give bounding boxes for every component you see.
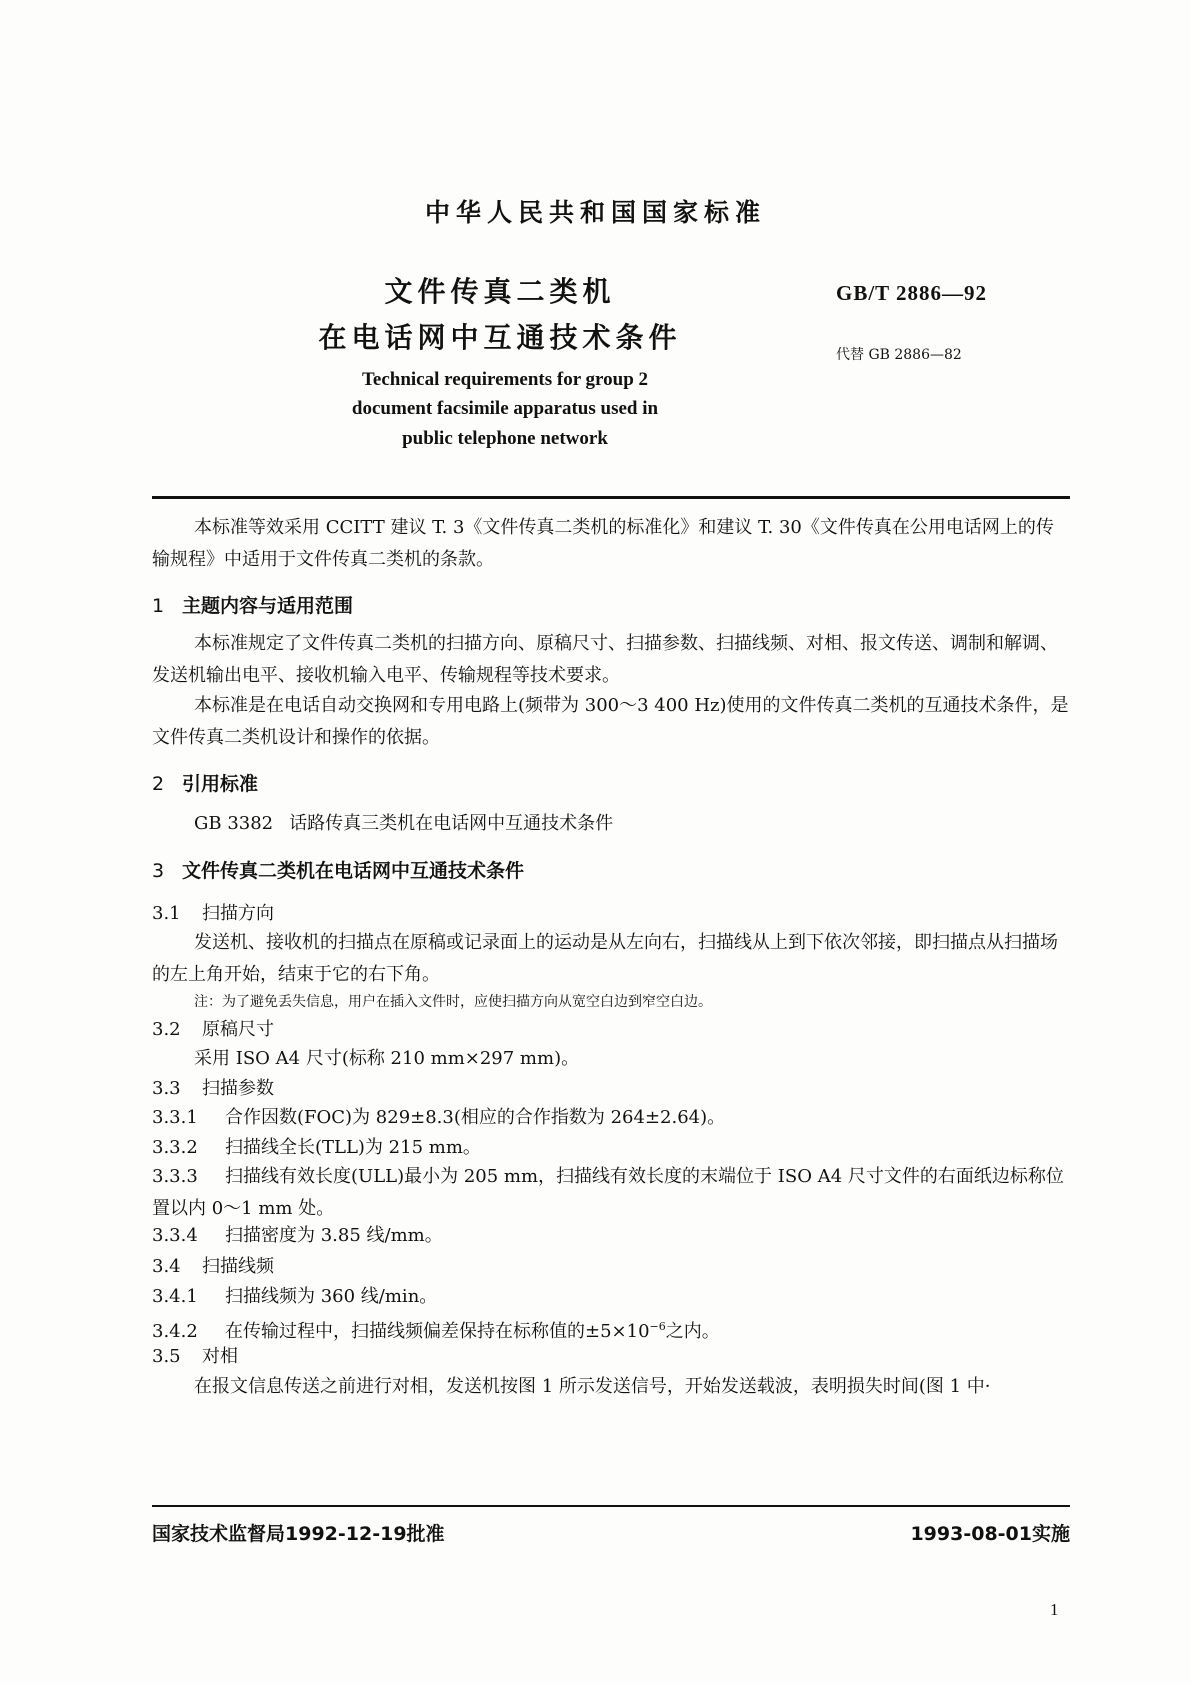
replaces-standard: 代替 GB 2886—82: [836, 347, 962, 363]
section-3-number: 3: [152, 860, 165, 882]
section-3-2-text: 采用 ISO A4 尺寸(标称 210 mm×297 mm)。: [194, 1048, 580, 1069]
section-1-heading: [152, 590, 1070, 622]
english-title-line2: document facsimile apparatus used in: [351, 398, 659, 419]
section-3-4-2-text-end: 之内。: [665, 1321, 720, 1342]
section-3-4-number: 3.4: [152, 1256, 181, 1277]
section-2-title: 引用标准: [182, 773, 259, 795]
document-title-line2: 在电话网中互通技术条件: [318, 321, 682, 354]
reference-title: 话路传真三类机在电话网中互通技术条件: [289, 813, 614, 834]
section-3-title: 文件传真二类机在电话网中互通技术条件: [182, 860, 525, 882]
section-3-3-4-text: 扫描密度为 3.85 线/mm。: [225, 1225, 443, 1246]
section-3-3-title: 扫描参数: [202, 1078, 274, 1099]
standard-number: [836, 281, 987, 306]
section-3-3-3-number: 3.3.3: [152, 1166, 198, 1187]
section-3-3-heading: [152, 1073, 1070, 1105]
section-3-2-heading: [152, 1014, 1070, 1046]
section-3-1-heading: [152, 898, 1070, 930]
section-3-5-text: 在报文信息传送之前进行对相，发送机按图 1 所示发送信号，开始发送载波，表明损失时间(图 1 中·: [194, 1376, 991, 1397]
section-3-4-title: 扫描线频: [202, 1256, 274, 1277]
section-3-4-1: [152, 1281, 1070, 1313]
section-3-3-1-number: 3.3.1: [152, 1107, 198, 1128]
english-title-line1: Technical requirements for group 2: [361, 369, 649, 390]
section-3-1-note: 注：为了避免丢失信息，用户在插入文件时，应使扫描方向从宽空白边到窄空白边。: [194, 994, 712, 1010]
section-3-heading: [152, 855, 1070, 887]
section-1-paragraph-2: 本标准是在电话自动交换网和专用电路上(频带为 300～3 400 Hz)使用的文件传真二类机的互通技术条件，是文件传真二类机设计和操作的依据。: [152, 695, 1069, 748]
section-3-3-2-text: 扫描线全长(TLL)为 215 mm。: [225, 1137, 481, 1158]
section-1-number: 1: [152, 595, 165, 617]
header-divider: [152, 496, 1070, 499]
section-2-number: 2: [152, 773, 165, 795]
section-3-5-number: 3.5: [152, 1346, 181, 1367]
section-3-3-4-number: 3.3.4: [152, 1225, 198, 1246]
national-standard-title: 中华人民共和国国家标准: [424, 198, 766, 227]
section-3-4-1-text: 扫描线频为 360 线/min。: [225, 1286, 438, 1307]
section-3-4-2-text: 在传输过程中，扫描线频偏差保持在标称值的±5×10: [225, 1321, 650, 1342]
section-3-3-4: [152, 1220, 1070, 1252]
section-3-2-number: 3.2: [152, 1019, 181, 1040]
section-3-2-title: 原稿尺寸: [202, 1019, 274, 1040]
section-3-3-2: [152, 1132, 1070, 1164]
effective-date: 1993-08-01实施: [910, 1523, 1070, 1545]
section-3-3-2-number: 3.3.2: [152, 1137, 198, 1158]
section-3-1-text: 发送机、接收机的扫描点在原稿或记录面上的运动是从左向右，扫描线从上到下依次邻接，即扫描点从扫描场的左上角开始，结束于它的右下角。: [152, 932, 1058, 985]
section-3-1-title: 扫描方向: [202, 903, 274, 924]
section-3-3-3-text: 扫描线有效长度(ULL)最小为 205 mm，扫描线有效长度的末端位于 ISO A4 尺寸文件的右面纸边标称位置以内 0～1 mm 处。: [152, 1166, 1064, 1219]
page-number: 1: [1050, 1600, 1059, 1619]
section-3-4-heading: [152, 1251, 1070, 1283]
section-3-5-title: 对相: [202, 1346, 238, 1367]
section-3-3-1-text: 合作因数(FOC)为 829±8.3(相应的合作指数为 264±2.64)。: [225, 1107, 726, 1128]
standard-number-text: GB/T 2886—92: [836, 281, 988, 305]
document-title-line1: 文件传真二类机: [384, 275, 616, 308]
section-2-heading: [152, 768, 1070, 800]
approval-date: 国家技术监督局1992-12-19批准: [152, 1523, 445, 1545]
footer-divider: [152, 1505, 1070, 1507]
english-title-line3: public telephone network: [402, 428, 608, 449]
section-3-5-heading: [152, 1341, 1070, 1373]
section-3-4-2-number: 3.4.2: [152, 1321, 198, 1342]
section-3-1-number: 3.1: [152, 903, 181, 924]
section-1-paragraph-1: 本标准规定了文件传真二类机的扫描方向、原稿尺寸、扫描参数、扫描线频、对相、报文传送、调制和解调、发送机输出电平、接收机输入电平、传输规程等技术要求。: [152, 633, 1058, 686]
section-3-3-number: 3.3: [152, 1078, 181, 1099]
section-3-3-3: [152, 1161, 1070, 1225]
reference-entry: [152, 808, 1070, 840]
section-3-4-2-exponent: −6: [649, 1320, 666, 1333]
section-3-3-1: [152, 1102, 1070, 1134]
reference-code: GB 3382: [194, 813, 274, 834]
section-3-4-1-number: 3.4.1: [152, 1286, 198, 1307]
intro-paragraph: 本标准等效采用 CCITT 建议 T. 3《文件传真二类机的标准化》和建议 T. 30《文件传真在公用电话网上的传输规程》中适用于文件传真二类机的条款。: [152, 517, 1054, 570]
section-1-title: 主题内容与适用范围: [182, 595, 354, 617]
